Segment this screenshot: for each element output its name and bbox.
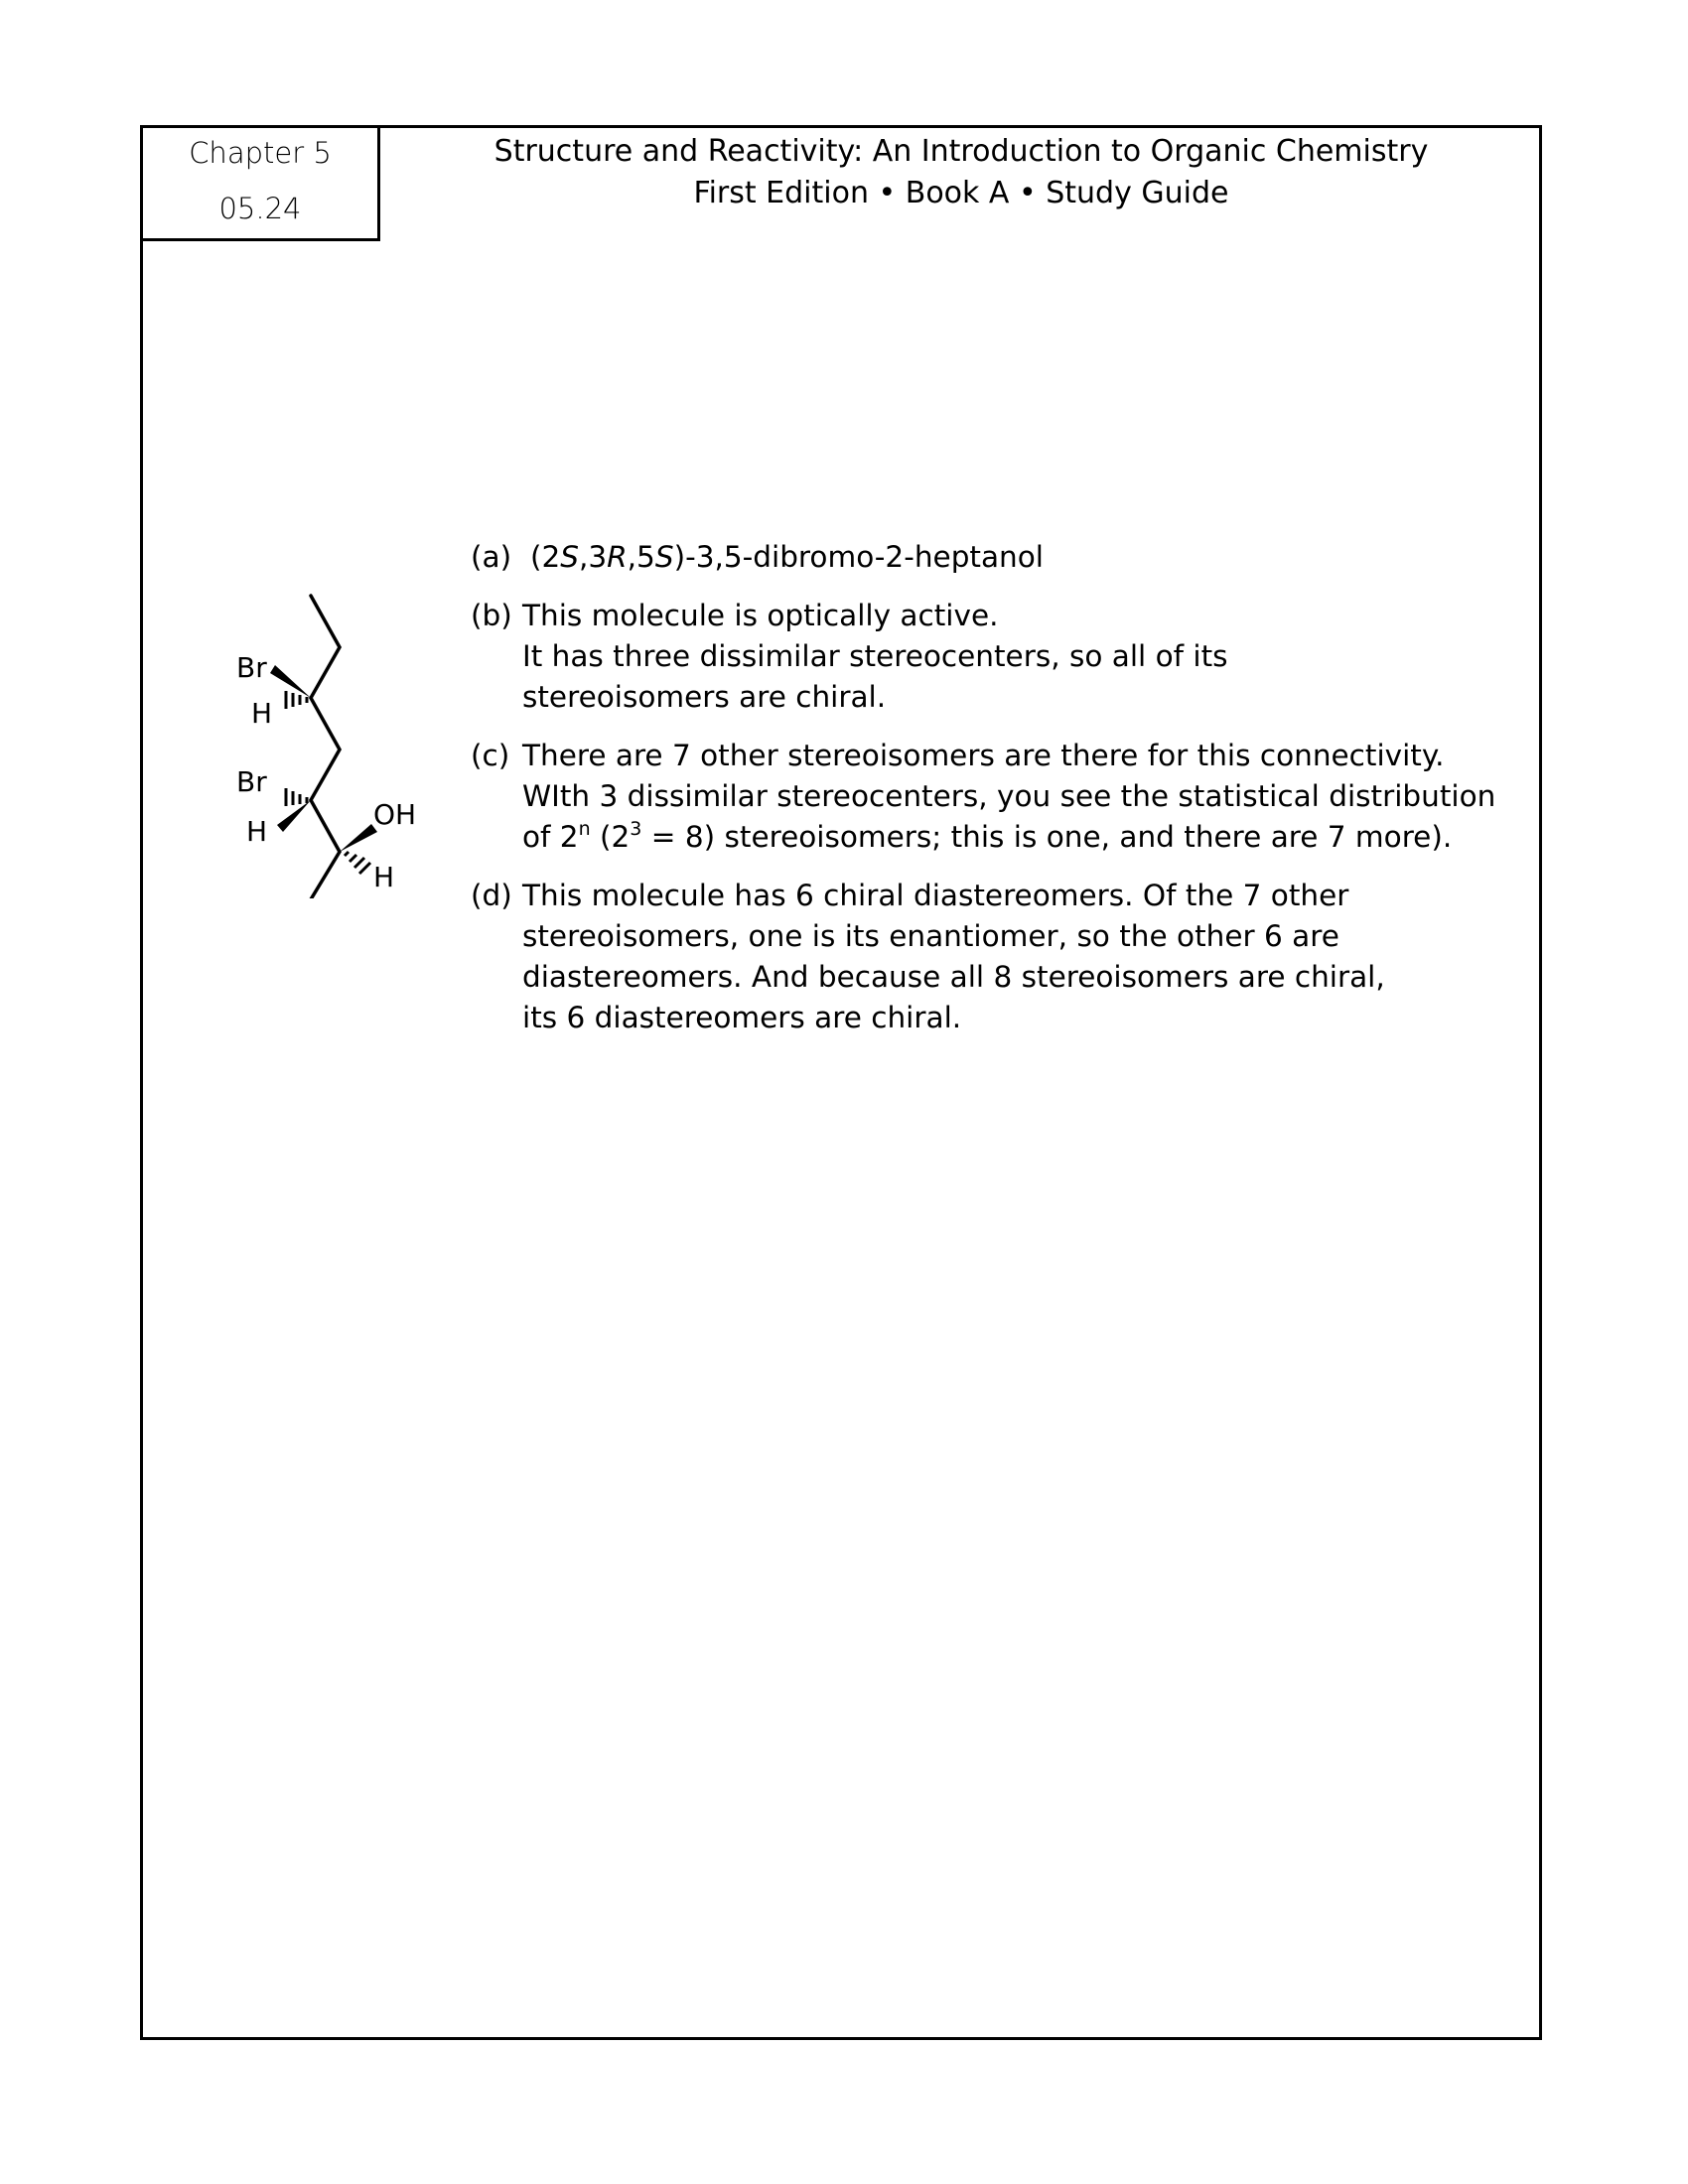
iupac-part: )-3,5-dibromo-2-heptanol — [673, 540, 1044, 574]
iupac-descriptor: S — [560, 540, 580, 574]
atom-label-h-bottom: H — [246, 815, 268, 848]
molecule-structure — [223, 581, 452, 898]
answer-line: its 6 diastereomers are chiral. — [522, 1001, 962, 1034]
carbon-skeleton — [311, 596, 340, 898]
hash-bond-br-bottom — [286, 788, 307, 806]
answer-label: (a) — [471, 540, 512, 574]
answer-line: This molecule has 6 chiral diastereomers. Of the 7 other — [522, 879, 1349, 912]
iupac-part: (2 — [530, 540, 561, 574]
iupac-name — [530, 540, 1044, 574]
book-title: Structure and Reactivity: An Introduction to Organic Chemistry — [493, 134, 1429, 169]
iupac-part: ,5 — [627, 540, 655, 574]
atom-label-br-bottom: Br — [236, 765, 267, 798]
wedge-bond-oh — [340, 824, 377, 852]
superscript: n — [578, 818, 591, 840]
wedge-bond-br-top — [270, 665, 311, 698]
book-header — [380, 131, 1542, 214]
superscript: 3 — [630, 818, 642, 840]
atom-label-h-right: H — [373, 861, 395, 893]
hash-bond-h-top — [286, 691, 307, 709]
text-run: (2 — [590, 820, 631, 854]
answer-line: diastereomers. And because all 8 stereoisomers are chiral, — [522, 960, 1385, 994]
answer-line: stereoisomers, one is its enantiomer, so the other 6 are — [522, 919, 1339, 953]
text-run: = 8) stereoisomers; this is one, and there are 7 more). — [641, 820, 1453, 854]
answer-label: (c) — [471, 739, 510, 772]
answer-label: (b) — [471, 599, 512, 632]
answer-line — [522, 817, 1503, 858]
book-subtitle: First Edition • Book A • Study Guide — [693, 176, 1229, 210]
answer-line: There are 7 other stereoisomers are there for this connectivity. — [522, 739, 1445, 772]
chapter-box — [140, 125, 380, 241]
iupac-part: ,3 — [579, 540, 608, 574]
atom-label-br-top: Br — [236, 651, 267, 684]
chapter-label: Chapter 5 — [189, 136, 332, 170]
text-run: of 2 — [522, 820, 579, 854]
page-frame — [140, 125, 1542, 2040]
atom-label-h-top: H — [251, 697, 273, 730]
answer-b — [471, 596, 1503, 718]
answer-label: (d) — [471, 879, 512, 912]
answer-line: This molecule is optically active. — [522, 599, 999, 632]
answer-a — [471, 537, 1503, 578]
answers — [471, 537, 1503, 1056]
iupac-descriptor: R — [607, 540, 628, 574]
answer-c — [471, 736, 1503, 858]
problem-number: 05.24 — [218, 192, 302, 225]
answer-line: It has three dissimilar stereocenters, so all of its — [522, 639, 1228, 673]
atom-label-oh: OH — [373, 798, 417, 831]
hash-bond-h-right — [345, 852, 370, 874]
iupac-descriptor: S — [654, 540, 674, 574]
answer-line: WIth 3 dissimilar stereocenters, you see the statistical distribution — [522, 779, 1496, 813]
answer-d — [471, 876, 1503, 1038]
answer-line: stereoisomers are chiral. — [522, 680, 887, 714]
